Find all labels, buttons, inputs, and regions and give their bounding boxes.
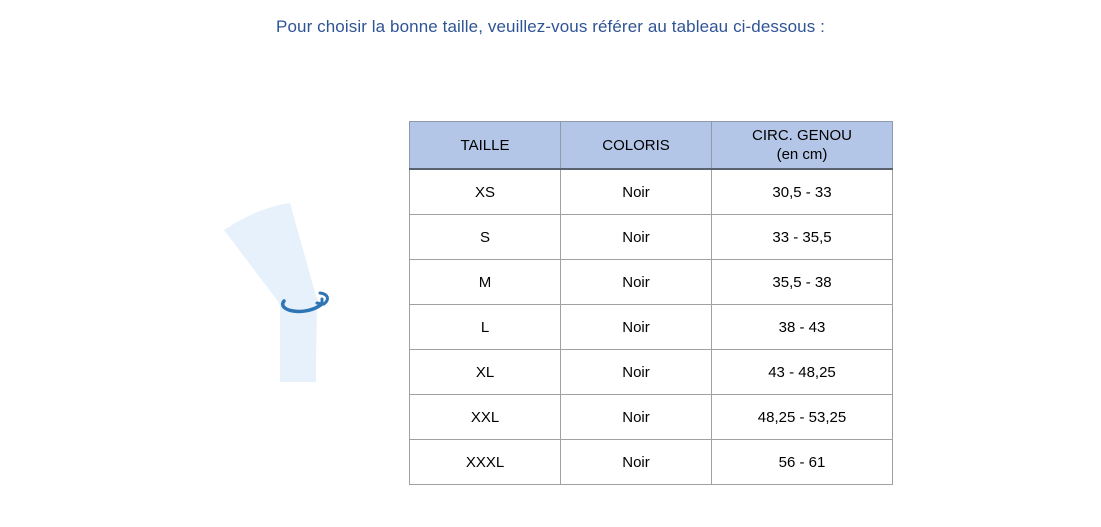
table-row <box>410 305 893 350</box>
size-cell: S <box>410 215 561 260</box>
table-header-row <box>410 122 893 170</box>
circumference-cell: 30,5 - 33 <box>712 169 893 215</box>
column-header-circumference-unit: (en cm) <box>776 146 828 163</box>
circumference-cell: 48,25 - 53,25 <box>712 395 893 440</box>
size-cell: M <box>410 260 561 305</box>
knee-measurement-icon <box>218 200 338 386</box>
color-cell: Noir <box>561 260 712 305</box>
circumference-cell: 33 - 35,5 <box>712 215 893 260</box>
size-cell: XXL <box>410 395 561 440</box>
page-heading: Pour choisir la bonne taille, veuillez-vous référer au tableau ci-dessous : <box>276 17 825 36</box>
size-cell: L <box>410 305 561 350</box>
size-chart-table <box>409 121 893 485</box>
table-row <box>410 260 893 305</box>
size-cell: XL <box>410 350 561 395</box>
size-cell: XXXL <box>410 440 561 485</box>
color-cell: Noir <box>561 305 712 350</box>
color-cell: Noir <box>561 215 712 260</box>
circumference-cell: 56 - 61 <box>712 440 893 485</box>
table-row <box>410 440 893 485</box>
column-header-circumference-title: CIRC. GENOU <box>751 127 852 144</box>
column-header-circumference <box>712 122 893 170</box>
circumference-cell: 43 - 48,25 <box>712 350 893 395</box>
table-row <box>410 350 893 395</box>
table-row <box>410 215 893 260</box>
column-header-color: COLORIS <box>561 122 712 170</box>
circumference-cell: 35,5 - 38 <box>712 260 893 305</box>
color-cell: Noir <box>561 395 712 440</box>
color-cell: Noir <box>561 169 712 215</box>
table-row <box>410 169 893 215</box>
size-cell: XS <box>410 169 561 215</box>
color-cell: Noir <box>561 440 712 485</box>
table-row <box>410 395 893 440</box>
color-cell: Noir <box>561 350 712 395</box>
thigh-shape <box>224 203 316 304</box>
column-header-size: TAILLE <box>410 122 561 170</box>
circumference-cell: 38 - 43 <box>712 305 893 350</box>
